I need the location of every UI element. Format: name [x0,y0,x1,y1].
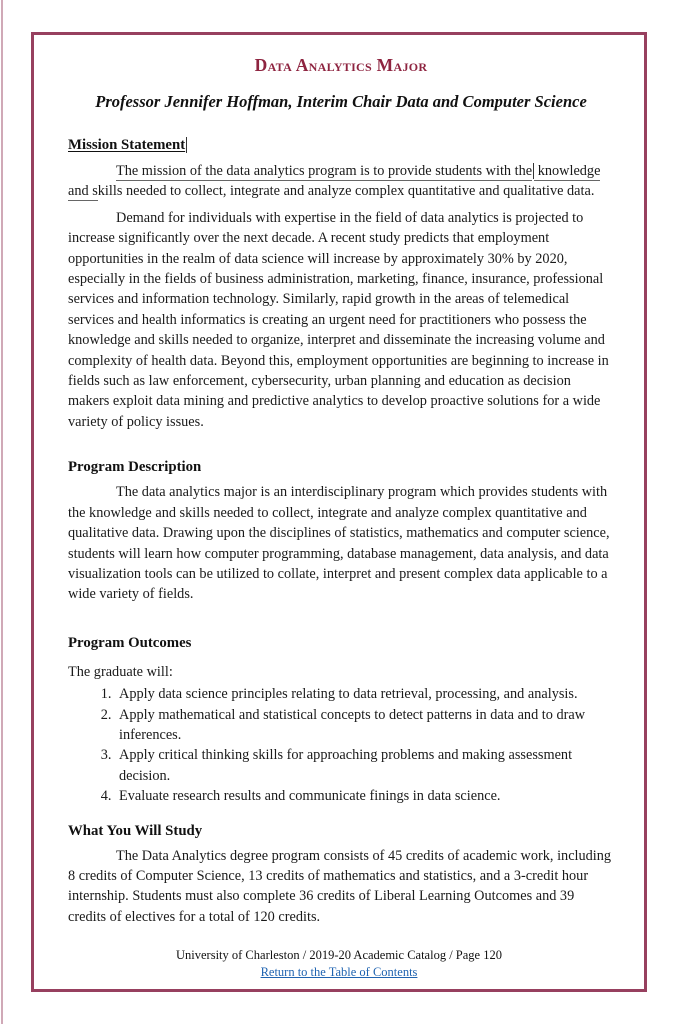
what-you-will-study-heading: What You Will Study [68,822,203,839]
mission-statement-heading-text: Mission Statement [68,137,186,153]
program-outcomes-list [68,684,614,806]
graduate-will-intro: The graduate will: [68,663,173,680]
outcome-item: 3. Apply critical thinking skills for approaching problems and making assessment decision. [115,745,614,786]
catalog-footer-text: University of Charleston / 2019-20 Academic Catalog / Page 120 [176,948,502,962]
table-of-contents-link[interactable]: Return to the Table of Contents [260,965,418,979]
page-subtitle: Professor Jennifer Hoffman, Interim Chair Data and Computer Science [95,92,587,111]
outcome-item: 1. Apply data science principles relating to data retrieval, processing, and analysis. [115,684,614,704]
mission-text-segment: kills needed to collect, integrate and analyze complex quantitative and qualitative data. [97,183,595,200]
mission-text-segment: knowledge and s [68,163,601,200]
page-footer [34,947,644,981]
outcome-item: 2. Apply mathematical and statistical concepts to detect patterns in data and to draw inferences. [115,705,614,746]
mission-statement-heading [68,137,614,154]
program-outcomes-heading: Program Outcomes [68,634,192,651]
outcome-item: 4. Evaluate research results and communicate finings in data science. [115,786,614,806]
demand-paragraph: Demand for individuals with expertise in the field of data analytics is projected to increase significantly over the next decade. A recent study predicts that employment opportunities in the realm of data science will increase by approximately 30% by 2020, especially in the fields of business administration, marketing, finance, insurance, professional services and information technology. Similarly, rapid growth in the areas of telemedical services and health informatics is creating an urgent need for practitioners who possess the knowledge and skills needed to organize, interpret and disseminate the increasing volume and complexity of health data. Beyond this, employment opportunities are beginning to increase in fields such as law enforcement, cybersecurity, urban planning and education as decision makers exploit data mining and predictive analytics to develop proactive solutions for a wide variety of policy issues. [68,209,609,430]
scan-edge-artifact [1,0,3,1024]
program-description-heading: Program Description [68,459,202,476]
study-paragraph: The Data Analytics degree program consists of 45 credits of academic work, including 8 credits of Computer Science, 13 credits of mathematics and statistics, and a 3-credit hour internship. Students must also complete 36 credits of Liberal Learning Outcomes and 39 credits of electives for a total of 120 credits. [68,847,612,925]
program-description-paragraph: The data analytics major is an interdisciplinary program which provides students with the knowledge and skills needed to collect, integrate and analyze complex quantitative and qualitative data. Drawing upon the disciplines of statistics, mathematics and computer science, students will learn how computer programming, database management, data analysis, and data visualization tools can be utilized to collate, interpret and present complex data applicable to a wide variety of fields. [68,484,610,603]
mission-text-segment: The mission of the data analytics program is to provide students with the [116,163,533,179]
page-title: Data Analytics Major [254,55,428,75]
mission-paragraph [68,161,614,202]
page-content [34,35,644,989]
text-caret [186,137,187,153]
page-border [31,32,647,992]
